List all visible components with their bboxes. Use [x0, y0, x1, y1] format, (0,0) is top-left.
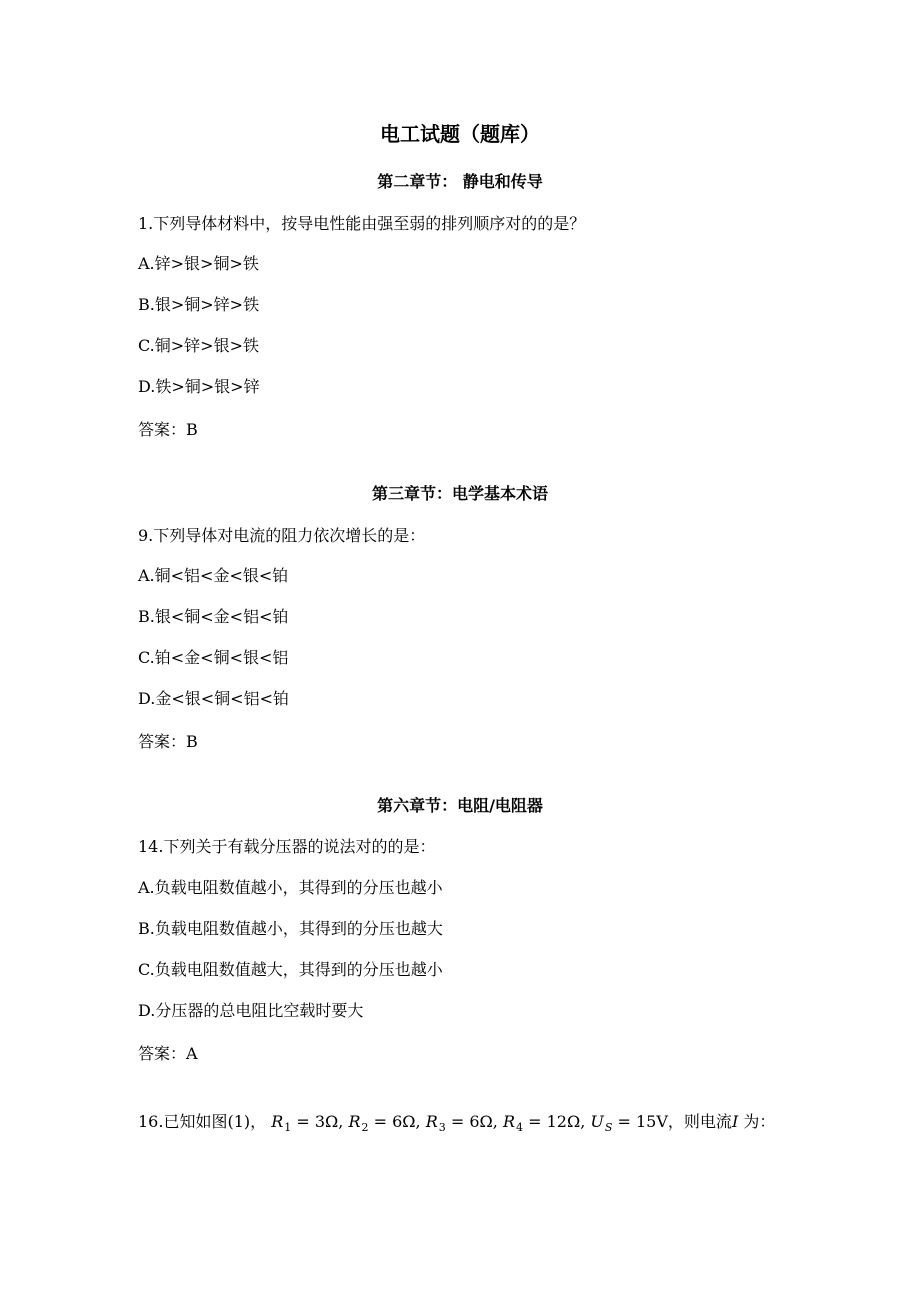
option-d: D.分压器的总电阻比空载时要大 — [138, 1001, 364, 1020]
answer-text: 答案：B — [138, 420, 198, 439]
r1-value: = 3Ω, — [291, 1112, 349, 1131]
r2-value: = 6Ω, — [368, 1112, 426, 1131]
option-d: D.铁>铜>银>锌 — [138, 377, 260, 396]
r3-symbol: R — [425, 1112, 438, 1131]
option-c: C.铂<金<铜<银<铝 — [138, 648, 289, 667]
question-text: 9.下列导体对电流的阻力依次增长的是： — [138, 526, 426, 545]
answer-text: 答案：A — [138, 1044, 198, 1063]
chapter-heading: 第二章节： 静电和传导 — [377, 172, 543, 191]
r4-value: = 12Ω, — [523, 1112, 591, 1131]
option-c: C.铜>锌>银>铁 — [138, 336, 259, 355]
r2-subscript: 2 — [361, 1121, 369, 1134]
question-text: 14.下列关于有载分压器的说法对的的是： — [138, 837, 436, 856]
option-b: B.银<铜<金<铝<铂 — [138, 607, 289, 626]
r2-symbol: R — [348, 1112, 361, 1131]
q16-prefix: 16.已知如图(1)， — [138, 1112, 267, 1131]
r1-symbol: R — [271, 1112, 284, 1131]
q16-suffix: 为： — [738, 1112, 776, 1131]
chapter-heading: 第三章节：电学基本术语 — [371, 484, 548, 503]
r4-subscript: 4 — [516, 1121, 524, 1134]
option-d: D.金<银<铜<铝<铂 — [138, 689, 289, 708]
q16-mid: ，则电流 — [667, 1112, 732, 1131]
option-a: A.负载电阻数值越小，其得到的分压也越小 — [138, 878, 443, 897]
us-symbol: U — [590, 1112, 604, 1131]
option-b: B.负载电阻数值越小，其得到的分压也越大 — [138, 919, 443, 938]
chapter-heading: 第六章节：电阻/电阻器 — [377, 796, 543, 815]
option-b: B.银>铜>锌>铁 — [138, 295, 260, 314]
r1-subscript: 1 — [284, 1121, 292, 1134]
us-subscript: S — [604, 1121, 613, 1134]
question-text: 1.下列导体材料中，按导电性能由强至弱的排列顺序对的的是？ — [138, 214, 586, 233]
current-symbol: I — [731, 1112, 739, 1131]
question-16 — [138, 1110, 775, 1136]
option-c: C.负载电阻数值越大，其得到的分压也越小 — [138, 960, 443, 979]
r4-symbol: R — [502, 1112, 516, 1131]
document-title: 电工试题（题库） — [380, 122, 540, 146]
option-a: A.铜<铝<金<银<铂 — [138, 566, 289, 585]
r3-subscript: 3 — [438, 1121, 446, 1134]
r3-value: = 6Ω, — [445, 1112, 503, 1131]
us-value: = 15V — [612, 1112, 668, 1131]
answer-text: 答案：B — [138, 732, 198, 751]
option-a: A.锌>银>铜>铁 — [138, 254, 259, 273]
